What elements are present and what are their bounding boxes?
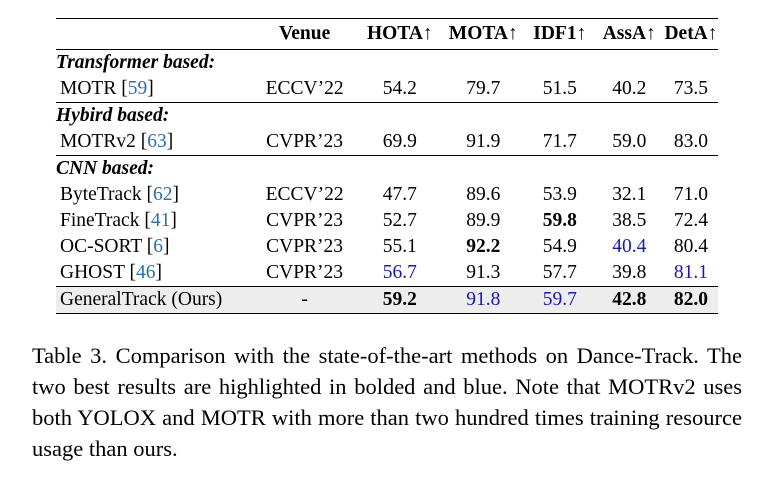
idf1-cell: 71.7 [542, 131, 577, 152]
venue-cell: ECCV’22 [265, 78, 344, 99]
citation-link[interactable]: 6 [153, 236, 164, 257]
citation-link[interactable]: 62 [152, 184, 173, 205]
hota-cell: 52.7 [382, 210, 417, 231]
idf1-cell: 53.9 [542, 184, 577, 205]
header-row [56, 19, 718, 50]
deta-cell: 73.5 [673, 78, 709, 99]
mota-cell: 91.8 [442, 287, 526, 314]
hota-cell: 55.1 [382, 236, 417, 257]
venue-cell: CVPR’23 [266, 210, 344, 231]
mota-cell: 79.7 [466, 78, 501, 99]
header-idf1: IDF1↑ [533, 23, 587, 44]
table-row-finetrack [56, 208, 718, 234]
assa-cell: 32.1 [612, 184, 647, 205]
deta-cell: 82.0 [664, 287, 718, 314]
idf1-cell: 54.9 [542, 236, 577, 257]
deta-cell: 83.0 [673, 131, 709, 152]
group-row-hybrid [56, 103, 718, 130]
method-cell: ByteTrack [62] [60, 184, 179, 205]
method-name: OC-SORT [60, 236, 142, 257]
venue-cell: CVPR’23 [266, 262, 344, 283]
header-deta: DetA↑ [664, 23, 718, 44]
method-name: FineTrack [60, 210, 140, 231]
citation-link[interactable]: 63 [147, 131, 167, 152]
deta-cell: 81.1 [673, 262, 709, 283]
table-row-ocsort [56, 234, 718, 260]
method-cell: FineTrack [41] [60, 210, 177, 231]
hota-cell: 54.2 [382, 78, 417, 99]
header-venue: Venue [278, 23, 331, 44]
header-hota: HOTA↑ [366, 23, 433, 44]
method-name: GHOST [60, 262, 125, 283]
method-cell: MOTRv2 [63] [60, 131, 174, 152]
mota-cell: 91.3 [466, 262, 501, 283]
method-cell: GHOST [46] [60, 262, 163, 283]
assa-cell: 42.8 [595, 287, 664, 314]
method-name: ByteTrack [60, 184, 142, 205]
table-row-ours [56, 287, 718, 314]
venue-cell: ECCV’22 [265, 184, 344, 205]
assa-cell: 38.5 [612, 210, 647, 231]
method-name: MOTRv2 [60, 131, 136, 152]
header-mota: MOTA↑ [448, 23, 518, 44]
assa-cell: 39.8 [612, 262, 647, 283]
assa-cell: 40.2 [612, 78, 647, 99]
idf1-cell: 51.5 [542, 78, 577, 99]
hota-cell: 69.9 [382, 131, 417, 152]
deta-cell: 72.4 [673, 210, 709, 231]
hota-cell: 47.7 [382, 184, 417, 205]
method-name: MOTR [60, 78, 117, 99]
group-label: Transformer based: [56, 52, 216, 73]
mota-cell: 92.2 [466, 236, 501, 257]
table-row-motr [56, 76, 718, 103]
assa-cell: 40.4 [612, 236, 647, 257]
mota-cell: 89.6 [466, 184, 501, 205]
hota-cell: 56.7 [382, 262, 417, 283]
group-label: Hybird based: [56, 103, 718, 130]
assa-cell: 59.0 [612, 131, 647, 152]
method-cell: MOTR [59] [60, 78, 154, 99]
citation-link[interactable]: 41 [150, 210, 171, 231]
mota-cell: 91.9 [466, 131, 501, 152]
citation-link[interactable]: 59 [127, 78, 148, 99]
citation-link[interactable]: 46 [136, 262, 156, 283]
header-method [56, 19, 251, 50]
group-row-cnn [56, 156, 718, 183]
method-cell: GeneralTrack (Ours) [56, 287, 251, 314]
caption-label: Table 3. [32, 343, 108, 368]
group-label: CNN based: [56, 156, 718, 183]
hota-cell: 59.2 [358, 287, 441, 314]
table-row-ghost [56, 260, 718, 287]
venue-cell: CVPR’23 [266, 236, 344, 257]
table-caption [32, 340, 742, 464]
method-cell: OC-SORT [6] [60, 236, 170, 257]
deta-cell: 80.4 [673, 236, 709, 257]
idf1-cell: 57.7 [542, 262, 577, 283]
table-row-motrv2 [56, 129, 718, 156]
mota-cell: 89.9 [466, 210, 501, 231]
deta-cell: 71.0 [673, 184, 709, 205]
idf1-cell: 59.8 [542, 210, 577, 231]
venue-cell: - [251, 287, 358, 314]
results-table [56, 18, 718, 314]
idf1-cell: 59.7 [525, 287, 594, 314]
group-row-transformer [56, 50, 718, 77]
table-row-bytetrack [56, 182, 718, 208]
header-assa: AssA↑ [602, 23, 656, 44]
venue-cell: CVPR’23 [266, 131, 344, 152]
caption-text: Comparison with the state-of-the-art methods on Dance-Track. The two best results are highlighted in bolded and blue. Note that MOTRv2 uses both YOLOX and MOTR with more than two hundred times training resource usage than ours. [32, 343, 743, 461]
